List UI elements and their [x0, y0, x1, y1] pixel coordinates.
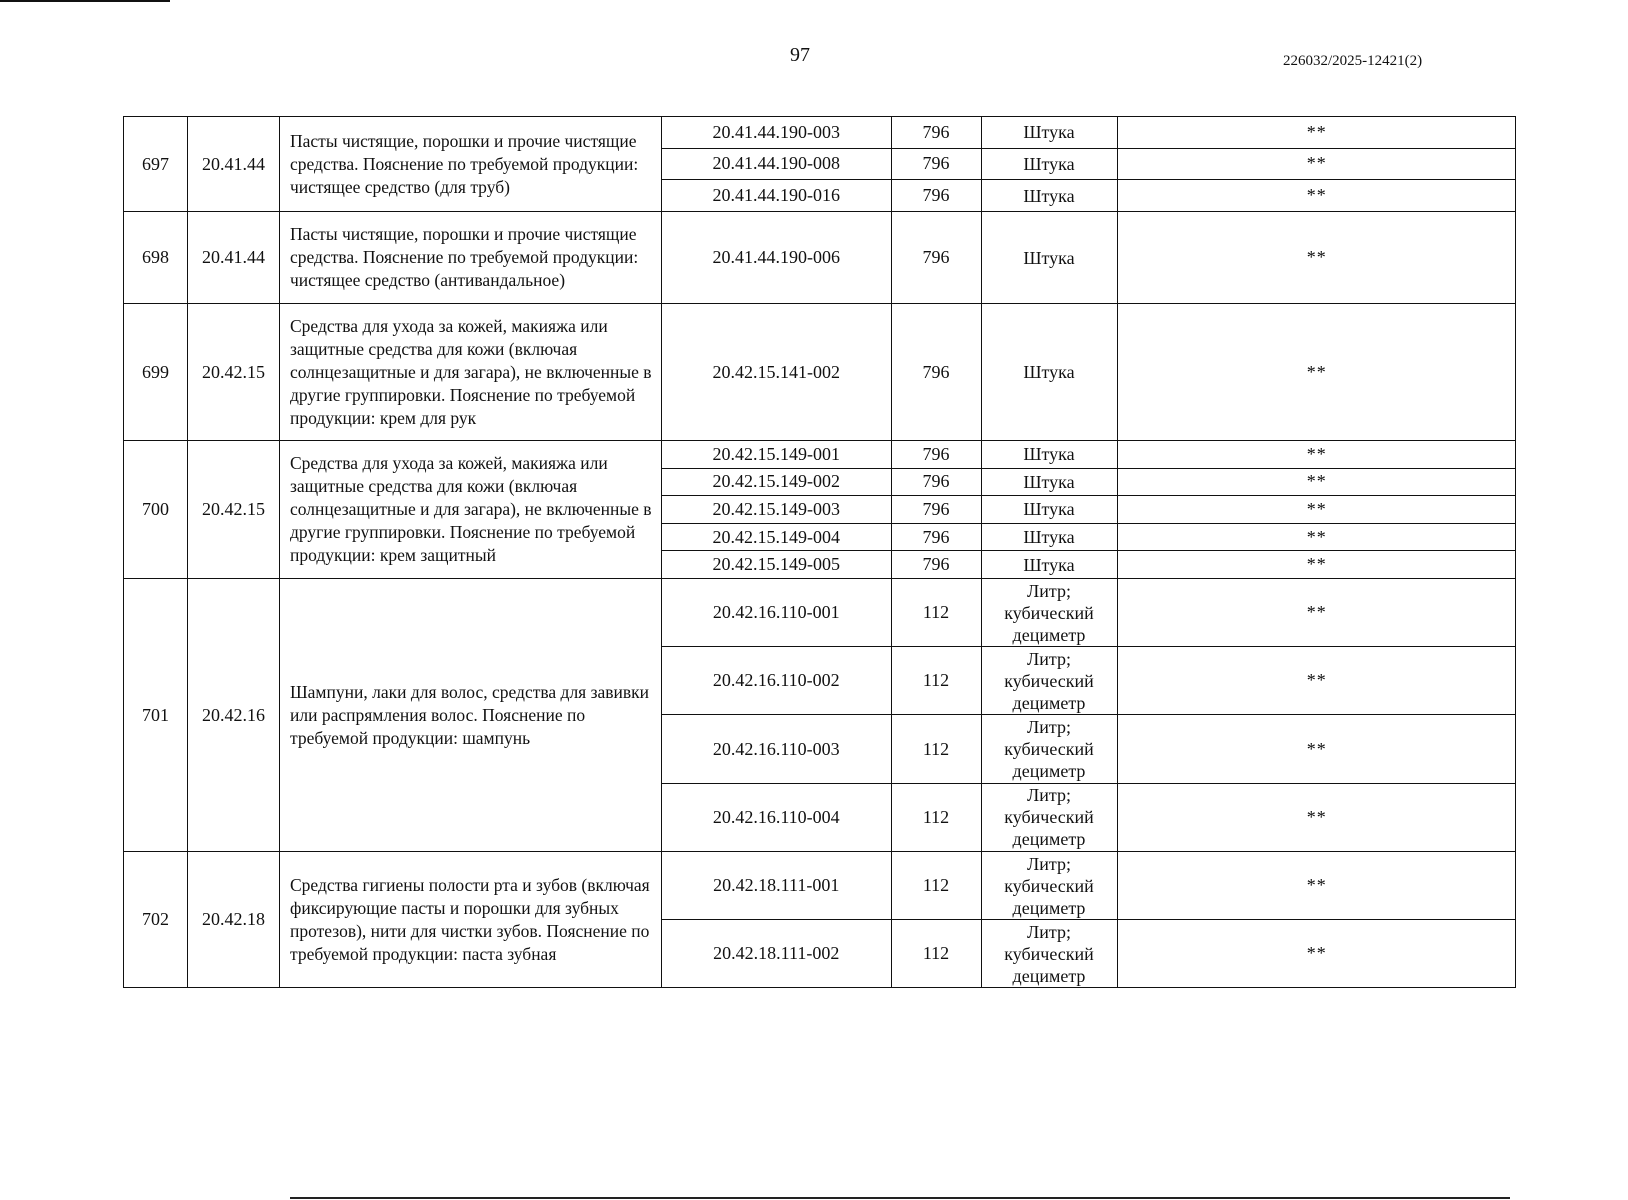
item-row: [662, 852, 1516, 920]
item-list: [662, 117, 1516, 211]
product-table: [123, 116, 1516, 988]
product-description: Пасты чистящие, порошки и прочие чистящие средства. Пояснение по требуемой продукции: чистящее средство (антивандальное): [280, 212, 662, 304]
scan-edge-line: [290, 1197, 1510, 1199]
okei-code: 796: [891, 551, 981, 578]
ktru-code: 20.42.15.141-002: [662, 304, 891, 440]
okei-code: 796: [891, 180, 981, 211]
characteristics-note: **: [1117, 715, 1516, 783]
item-row: [662, 148, 1516, 180]
item-row: [662, 117, 1516, 148]
unit-name: Штука: [981, 304, 1117, 440]
item-list: [662, 852, 1516, 987]
okei-code: 112: [891, 783, 981, 851]
okei-code: 796: [891, 117, 981, 148]
item-list-cell: [662, 579, 1516, 852]
characteristics-note: **: [1117, 783, 1516, 851]
item-row: [662, 304, 1516, 440]
characteristics-note: **: [1117, 441, 1516, 468]
product-description: Средства для ухода за кожей, макияжа или защитные средства для кожи (включая солнцезащитные и для загара), не включенные в другие группировки. Пояснение по требуемой продукции: крем для рук: [280, 304, 662, 441]
okpd2-class-code: 20.42.15: [188, 304, 280, 441]
ktru-code: 20.41.44.190-016: [662, 180, 891, 211]
unit-name: Штука: [981, 117, 1117, 148]
okei-code: 112: [891, 715, 981, 783]
characteristics-note: **: [1117, 523, 1516, 551]
okei-code: 796: [891, 304, 981, 440]
characteristics-note: **: [1117, 468, 1516, 496]
item-list: [662, 579, 1516, 851]
product-description: Пасты чистящие, порошки и прочие чистящие средства. Пояснение по требуемой продукции: чистящее средство (для труб): [280, 117, 662, 212]
okpd2-class-code: 20.41.44: [188, 117, 280, 212]
item-list: [662, 304, 1516, 440]
unit-name: Литр; кубический дециметр: [981, 647, 1117, 715]
ktru-code: 20.42.15.149-003: [662, 496, 891, 524]
product-description: Средства гигиены полости рта и зубов (включая фиксирующие пасты и порошки для зубных протезов), нити для чистки зубов. Пояснение по требуемой продукции: паста зубная: [280, 852, 662, 988]
item-row: [662, 783, 1516, 851]
product-description: Средства для ухода за кожей, макияжа или защитные средства для кожи (включая солнцезащитные и для загара), не включенные в другие группировки. Пояснение по требуемой продукции: крем защитный: [280, 441, 662, 579]
unit-name: Штука: [981, 523, 1117, 551]
page-number: 97: [790, 44, 810, 66]
unit-name: Штука: [981, 468, 1117, 496]
characteristics-note: **: [1117, 148, 1516, 180]
okei-code: 112: [891, 647, 981, 715]
okei-code: 796: [891, 523, 981, 551]
row-number: 702: [124, 852, 188, 988]
characteristics-note: **: [1117, 496, 1516, 524]
item-list-cell: [662, 212, 1516, 304]
item-row: [662, 551, 1516, 578]
characteristics-note: **: [1117, 212, 1516, 303]
item-row: [662, 496, 1516, 524]
unit-name: Литр; кубический дециметр: [981, 715, 1117, 783]
ktru-code: 20.41.44.190-006: [662, 212, 891, 303]
okpd2-class-code: 20.42.18: [188, 852, 280, 988]
characteristics-note: **: [1117, 117, 1516, 148]
unit-name: Литр; кубический дециметр: [981, 783, 1117, 851]
okei-code: 796: [891, 441, 981, 468]
item-row: [662, 647, 1516, 715]
characteristics-note: **: [1117, 551, 1516, 578]
table-row: [124, 117, 1516, 212]
ktru-code: 20.42.15.149-004: [662, 523, 891, 551]
okpd2-class-code: 20.42.16: [188, 579, 280, 852]
characteristics-note: **: [1117, 304, 1516, 440]
item-row: [662, 180, 1516, 211]
okei-code: 112: [891, 920, 981, 988]
okei-code: 112: [891, 852, 981, 920]
table-row: [124, 304, 1516, 441]
okei-code: 796: [891, 496, 981, 524]
item-row: [662, 920, 1516, 988]
item-list-cell: [662, 852, 1516, 988]
item-row: [662, 212, 1516, 303]
ktru-code: 20.42.15.149-002: [662, 468, 891, 496]
unit-name: Литр; кубический дециметр: [981, 579, 1117, 647]
ktru-code: 20.42.18.111-001: [662, 852, 891, 920]
unit-name: Штука: [981, 441, 1117, 468]
ktru-code: 20.42.15.149-005: [662, 551, 891, 578]
row-number: 699: [124, 304, 188, 441]
unit-name: Литр; кубический дециметр: [981, 920, 1117, 988]
unit-name: Литр; кубический дециметр: [981, 852, 1117, 920]
unit-name: Штука: [981, 180, 1117, 211]
unit-name: Штука: [981, 148, 1117, 180]
okei-code: 796: [891, 212, 981, 303]
okei-code: 796: [891, 148, 981, 180]
item-row: [662, 715, 1516, 783]
scan-edge-line: [0, 0, 170, 2]
ktru-code: 20.42.16.110-001: [662, 579, 891, 647]
row-number: 698: [124, 212, 188, 304]
ktru-code: 20.42.16.110-002: [662, 647, 891, 715]
unit-name: Штука: [981, 212, 1117, 303]
item-row: [662, 441, 1516, 468]
characteristics-note: **: [1117, 180, 1516, 211]
ktru-code: 20.42.15.149-001: [662, 441, 891, 468]
okei-code: 796: [891, 468, 981, 496]
table-row: [124, 212, 1516, 304]
ktru-code: 20.41.44.190-008: [662, 148, 891, 180]
item-list: [662, 441, 1516, 578]
table-row: [124, 852, 1516, 988]
okei-code: 112: [891, 579, 981, 647]
characteristics-note: **: [1117, 920, 1516, 988]
characteristics-note: **: [1117, 579, 1516, 647]
unit-name: Штука: [981, 496, 1117, 524]
table-row: [124, 441, 1516, 579]
row-number: 697: [124, 117, 188, 212]
table-body: [124, 117, 1516, 988]
characteristics-note: **: [1117, 852, 1516, 920]
ktru-code: 20.42.16.110-003: [662, 715, 891, 783]
okpd2-class-code: 20.41.44: [188, 212, 280, 304]
item-list-cell: [662, 441, 1516, 579]
ktru-code: 20.42.16.110-004: [662, 783, 891, 851]
okpd2-class-code: 20.42.15: [188, 441, 280, 579]
table-row: [124, 579, 1516, 852]
item-row: [662, 579, 1516, 647]
item-row: [662, 523, 1516, 551]
row-number: 701: [124, 579, 188, 852]
item-list-cell: [662, 304, 1516, 441]
item-list: [662, 212, 1516, 303]
unit-name: Штука: [981, 551, 1117, 578]
item-row: [662, 468, 1516, 496]
row-number: 700: [124, 441, 188, 579]
ktru-code: 20.41.44.190-003: [662, 117, 891, 148]
characteristics-note: **: [1117, 647, 1516, 715]
ktru-code: 20.42.18.111-002: [662, 920, 891, 988]
item-list-cell: [662, 117, 1516, 212]
product-description: Шампуни, лаки для волос, средства для завивки или распрямления волос. Пояснение по требуемой продукции: шампунь: [280, 579, 662, 852]
document-id: 226032/2025-12421(2): [1283, 53, 1423, 69]
